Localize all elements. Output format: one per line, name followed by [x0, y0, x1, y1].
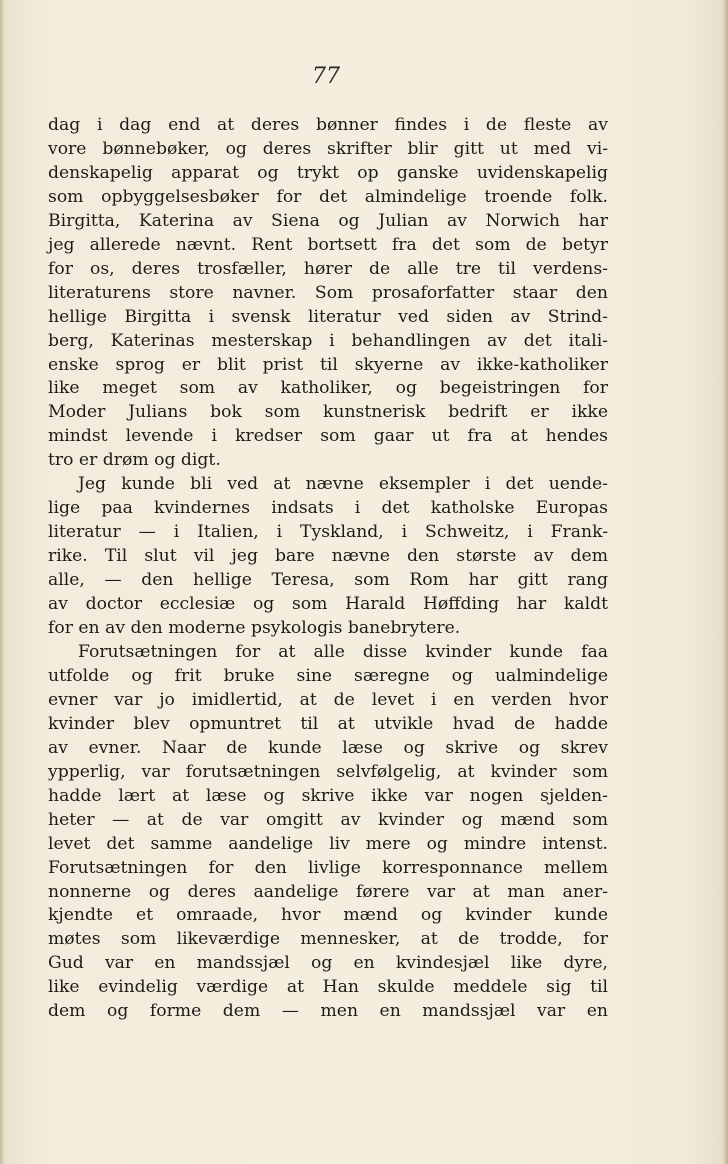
text-line: nonnerne og deres aandelige førere var at man aner- — [48, 881, 608, 902]
text-line: denskapelig apparat og trykt op ganske uvidenskapelig — [48, 162, 608, 183]
text-line: for en av den moderne psykologis banebrytere. — [48, 618, 461, 639]
text-line: Forutsætningen for at alle disse kvinder kunde faa — [78, 641, 608, 662]
text-line: like meget som av katholiker, og begeistringen for — [48, 378, 608, 399]
text-line: tro er drøm og digt. — [48, 450, 221, 471]
text-line: enske sprog er blit prist til skyerne av ikke-katholiker — [48, 354, 608, 375]
body-text — [48, 114, 608, 1024]
text-line: kjendte et omraade, hvor mænd og kvinder kunde — [48, 905, 608, 926]
text-line: hadde lært at læse og skrive ikke var nogen sjelden- — [48, 785, 608, 806]
text-line: Birgitta, Katerina av Siena og Julian av Norwich har — [48, 210, 608, 231]
text-line: som opbyggelsesbøker for det almindelige troende folk. — [48, 186, 608, 207]
text-line: kvinder blev opmuntret til at utvikle hvad de hadde — [48, 713, 608, 734]
text-line: lige paa kvindernes indsats i det katholske Europas — [48, 498, 608, 519]
text-line: dem og forme dem — men en mandssjæl var en — [48, 1001, 608, 1022]
page-right-edge — [722, 0, 728, 1164]
text-line: ypperlig, var forutsætningen selvfølgelig, at kvinder som — [48, 761, 608, 782]
text-line: hellige Birgitta i svensk literatur ved siden av Strind- — [48, 306, 608, 327]
text-line: like evindelig værdige at Han skulde meddele sig til — [48, 977, 608, 998]
text-line: mindst levende i kredser som gaar ut fra at hendes — [48, 426, 608, 447]
text-line: literatur — i Italien, i Tyskland, i Schweitz, i Frank- — [48, 522, 608, 543]
text-line: Gud var en mandssjæl og en kvindesjæl like dyre, — [48, 953, 608, 974]
page-number: 77 — [312, 64, 340, 89]
text-line: vore bønnebøker, og deres skrifter blir gitt ut med vi- — [48, 138, 608, 159]
text-line: Jeg kunde bli ved at nævne eksempler i det uende- — [78, 474, 608, 495]
page-left-edge — [0, 0, 5, 1164]
text-line: heter — at de var omgitt av kvinder og mænd som — [48, 809, 608, 830]
text-line: jeg allerede nævnt. Rent bortsett fra det som de betyr — [48, 234, 608, 255]
text-line: berg, Katerinas mesterskap i behandlingen av det itali- — [48, 330, 608, 351]
text-line: evner var jo imidlertid, at de levet i en verden hvor — [48, 689, 608, 710]
text-line: Forutsætningen for den livlige korresponnance mellem — [48, 857, 608, 878]
text-line: alle, — den hellige Teresa, som Rom har gitt rang — [48, 570, 608, 591]
text-line: levet det samme aandelige liv mere og mindre intenst. — [48, 833, 608, 854]
text-line: utfolde og frit bruke sine særegne og ualmindelige — [48, 665, 608, 686]
text-line: av evner. Naar de kunde læse og skrive og skrev — [48, 737, 608, 758]
text-line: dag i dag end at deres bønner findes i de fleste av — [48, 115, 608, 135]
text-line: av doctor ecclesiæ og som Harald Høffding har kaldt — [48, 594, 608, 615]
text-line: rike. Til slut vil jeg bare nævne den største av dem — [48, 546, 608, 567]
text-line: for os, deres trosfæller, hører de alle tre til verdens- — [48, 258, 608, 279]
text-line: literaturens store navner. Som prosaforfatter staar den — [48, 282, 608, 303]
text-line: Moder Julians bok som kunstnerisk bedrift er ikke — [48, 402, 608, 423]
text-line: møtes som likeværdige mennesker, at de trodde, for — [48, 929, 608, 950]
